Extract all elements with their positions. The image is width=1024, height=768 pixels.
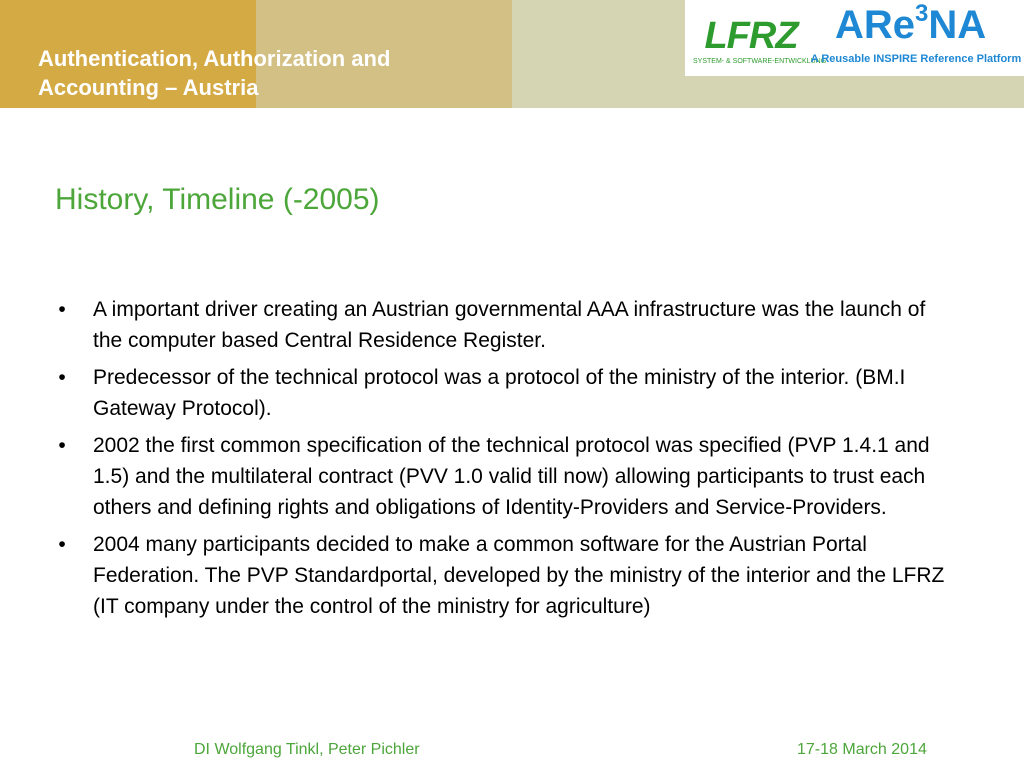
- lfrz-logo: [693, 14, 827, 72]
- bullet-text: 2004 many participants decided to make a common software for the Austrian Portal Federation. The PVP Standardportal, developed by the ministry of the interior and the LFRZ (IT company under the control of the ministry for agriculture): [93, 533, 945, 618]
- bullet-item: [55, 294, 955, 356]
- bullet-list: [55, 294, 955, 628]
- bullet-text: A important driver creating an Austrian governmental AAA infrastructure was the launch of the computer based Central Residence Register.: [93, 298, 926, 352]
- bullet-item: [55, 430, 955, 523]
- lfrz-logo-name: LFRZ: [704, 15, 798, 57]
- slide-title: History, Timeline (-2005): [55, 183, 380, 216]
- bullet-item: [55, 362, 955, 424]
- logo-box: [685, 0, 1024, 76]
- bullet-dot: •: [58, 434, 66, 457]
- bullet-text: 2002 the first common specification of the technical protocol was specified (PVP 1.4.1 and 1.5) and the multilateral contract (PVV 1.0 valid till now) allowing participants to trust each others and defining rights and obligations of Identity-Providers and Service-Providers.: [93, 434, 930, 519]
- bullet-dot: •: [58, 366, 66, 389]
- lfrz-logo-subtitle: SYSTEM- & SOFTWARE-ENTWICKLUNG: [693, 58, 827, 65]
- arena-logo-tagline: A Reusable INSPIRE Reference Platform: [810, 53, 1022, 65]
- bullet-text: Predecessor of the technical protocol was a protocol of the ministry of the interior. (BM.I Gateway Protocol).: [93, 366, 906, 420]
- arena-logo: [809, 2, 1023, 72]
- bullet-item: [55, 529, 955, 622]
- footer-date: 17-18 March 2014: [797, 741, 927, 758]
- footer-authors: DI Wolfgang Tinkl, Peter Pichler: [194, 741, 420, 758]
- header-band: [0, 0, 1024, 108]
- arena-logo-name: ARe$^3$NA: [835, 0, 987, 47]
- header-title: Authentication, Authorization and Accounting – Austria: [38, 46, 391, 100]
- bullet-dot: •: [58, 298, 66, 321]
- bullet-dot: •: [58, 533, 66, 556]
